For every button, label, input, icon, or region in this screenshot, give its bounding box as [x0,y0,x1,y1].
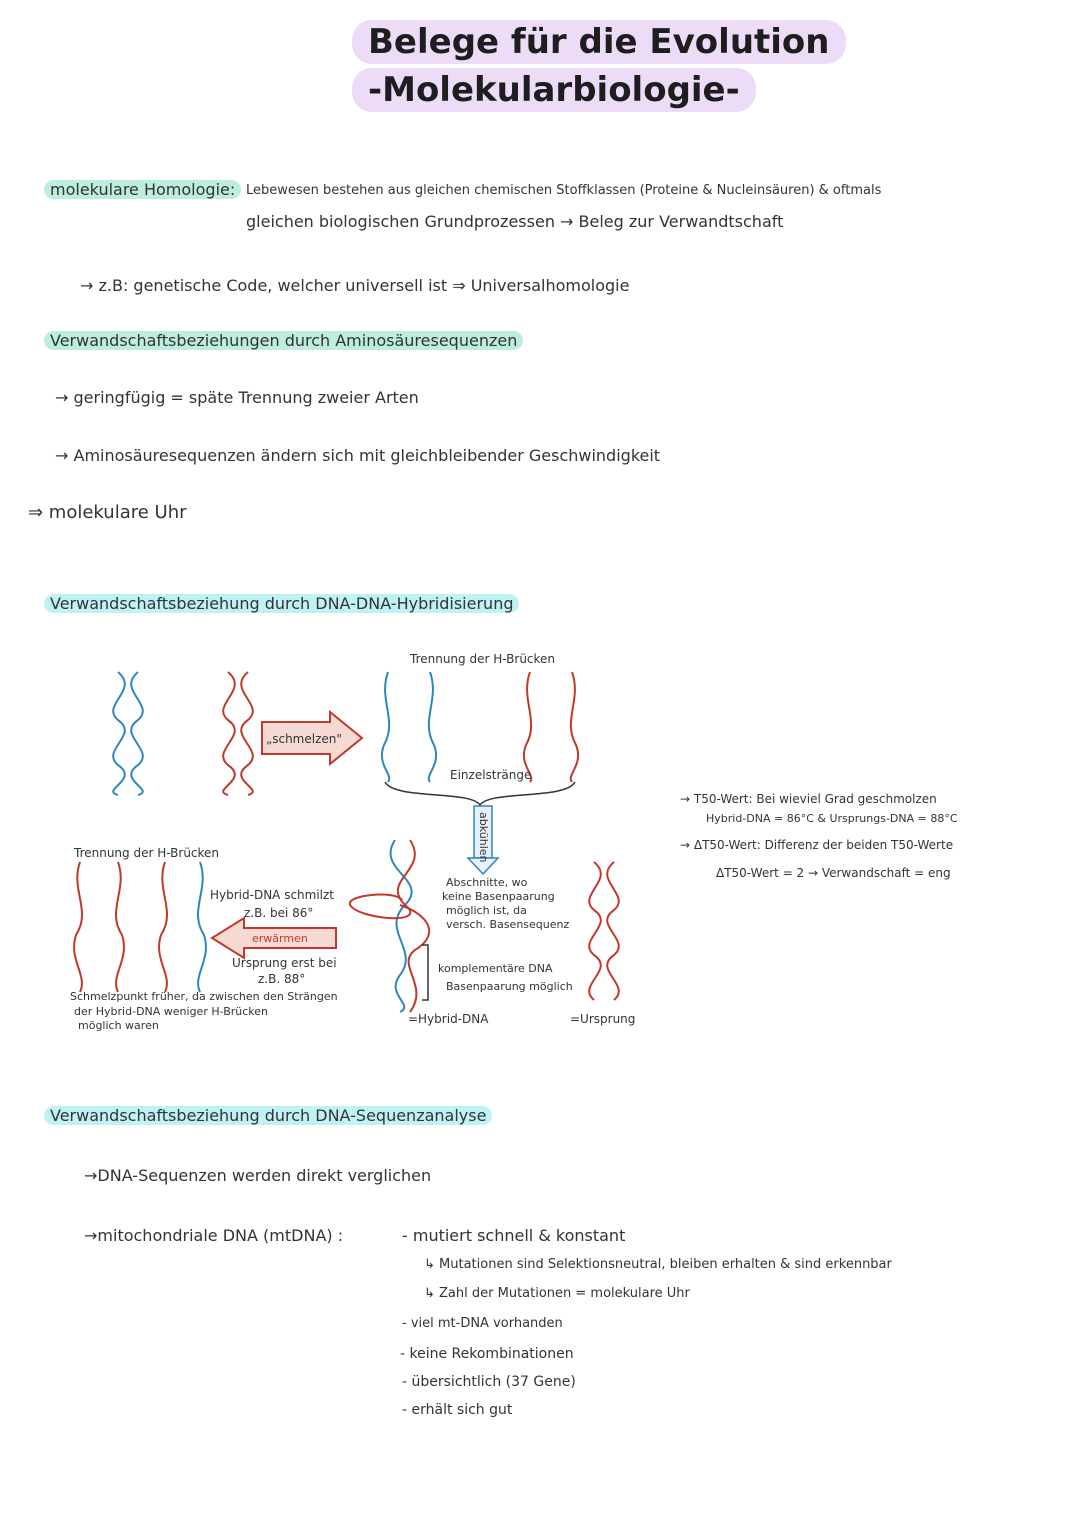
no-pair-1: Abschnitte, wo [446,876,528,889]
hybridization-heading: Verwandschaftsbeziehung durch DNA-DNA-Hybridisierung [44,594,519,613]
molecular-homology-heading: molekulare Homologie: [44,180,241,199]
single-strands-left [74,862,206,992]
mtdna-item-1: - mutiert schnell & konstant [402,1226,626,1245]
t50-note-3: → ΔT50-Wert: Differenz der beiden T50-Werte [680,838,954,852]
no-pair-4: versch. Basensequenz [446,918,570,931]
hybrid-dna-label: =Hybrid-DNA [408,1012,489,1026]
no-pair-2: keine Basenpaarung [442,890,555,903]
sequence-point-1: →DNA-Sequenzen werden direkt verglichen [84,1166,432,1185]
origin-label-1: Ursprung erst bei [232,956,337,970]
mtdna-item-3: ↳ Zahl der Mutationen = molekulare Uhr [424,1286,690,1301]
compl-brace [422,945,428,1000]
note-line-1: Schmelzpunkt früher, da zwischen den Strängen [70,990,338,1003]
single-strands-top [382,672,578,782]
mtdna-label: →mitochondriale DNA (mtDNA) : [84,1226,344,1245]
separation-top-label: Trennung der H-Brücken [410,652,556,666]
compl-1: komplementäre DNA [438,962,553,975]
hybrid-dna [350,840,430,1012]
hybrid-melts-label-2: z.B. bei 86° [244,906,314,920]
homology-text-1: Lebewesen bestehen aus gleichen chemischen Stoffklassen (Proteine & Nucleinsäuren) & oftmals [246,183,882,198]
hybrid-melts-label-1: Hybrid-DNA schmilzt [210,888,335,902]
title-line2: -Molekularbiologie- [352,68,756,112]
blue-double-helix [113,672,143,795]
amino-point-1: → geringfügig = späte Trennung zweier Arten [55,388,419,407]
mtdna-item-6: - übersichtlich (37 Gene) [402,1374,576,1390]
mtdna-item-4: - viel mt-DNA vorhanden [402,1316,563,1331]
note-line-2: der Hybrid-DNA weniger H-Brücken [74,1005,268,1018]
heat-label: erwärmen [252,932,308,945]
homology-example: → z.B: genetische Code, welcher universell ist ⇒ Universalhomologie [80,276,630,295]
note-line-3: möglich waren [78,1019,159,1032]
origin-dna-label: =Ursprung [570,1012,636,1026]
mtdna-item-5: - keine Rekombinationen [400,1346,574,1362]
mtdna-item-2: ↳ Mutationen sind Selektionsneutral, bleiben erhalten & sind erkennbar [424,1257,892,1272]
t50-note-1: → T50-Wert: Bei wieviel Grad geschmolzen [680,792,937,806]
no-pair-3: möglich ist, da [446,904,527,917]
t50-note-2: Hybrid-DNA = 86°C & Ursprungs-DNA = 88°C [706,812,958,825]
red-double-helix [223,672,253,795]
separation-left-label: Trennung der H-Brücken [74,846,220,860]
cool-label: abkühlen [477,812,490,863]
molecular-clock: ⇒ molekulare Uhr [28,502,187,523]
title-line1: Belege für die Evolution [352,20,846,64]
origin-label-2: z.B. 88° [258,972,306,986]
mtdna-item-7: - erhält sich gut [402,1402,513,1418]
origin-double-helix [589,862,619,1000]
melt-label: „schmelzen" [266,732,342,746]
brace [385,782,575,805]
sequence-analysis-heading: Verwandschaftsbeziehung durch DNA-Sequenzanalyse [44,1106,492,1125]
amino-acid-heading: Verwandschaftsbeziehungen durch Aminosäuresequenzen [44,331,523,350]
homology-text-2: gleichen biologischen Grundprozessen → Beleg zur Verwandtschaft [246,212,784,231]
compl-2: Basenpaarung möglich [446,980,573,993]
amino-point-2: → Aminosäuresequenzen ändern sich mit gleichbleibender Geschwindigkeit [55,446,661,465]
single-strands-label: Einzelstränge [450,768,532,782]
t50-note-4: ΔT50-Wert = 2 → Verwandschaft = eng [716,866,951,880]
